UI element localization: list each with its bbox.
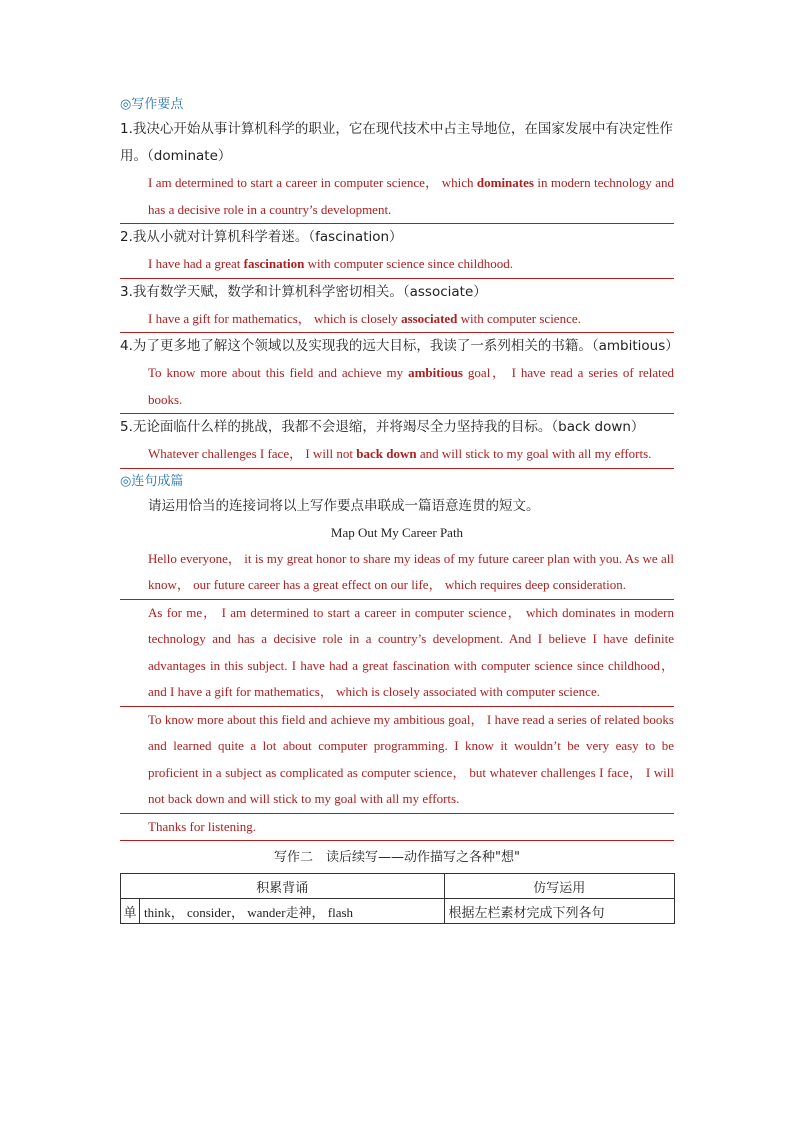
- essay-title: Map Out My Career Path: [330, 524, 464, 540]
- essay-paragraph-4: Thanks for listening.: [120, 814, 674, 842]
- table-row-label: 单: [121, 899, 140, 924]
- essay-paragraph-1: Hello everyone， it is my great honor to share my ideas of my future career plan with you. As we all know， our future career has a great effect on our life， which requires deep consideration.: [120, 546, 674, 600]
- table-cell-words: think， consider， wander走神， flash: [140, 899, 445, 924]
- point-2-chinese: 2.我从小就对计算机科学着迷。（fascination）: [120, 229, 403, 245]
- writing-two-heading: 写作二 读后续写——动作描写之各种"想": [274, 850, 520, 865]
- writing-point-2: [120, 224, 674, 279]
- point-2-answer: I have had a great fascination with computer science since childhood.: [120, 251, 674, 279]
- writing-points-heading: ◎写作要点: [120, 97, 184, 112]
- accumulation-table: [120, 873, 675, 924]
- writing-point-5: [120, 414, 674, 469]
- essay-paragraph-3: To know more about this field and achieve my ambitious goal， I have read a series of related books and learned quite a lot about computer programming. I know it wouldn’t be very easy to be proficient in a subject as complicated as computer science， but whatever challenges I face， I will not back down and will stick to my goal with all my efforts.: [120, 707, 674, 814]
- writing-point-4: [120, 333, 679, 414]
- essay-paragraph-2: As for me， I am determined to start a career in computer science， which dominates in modern technology and has a decisive role in a country’s development. And I believe I have definite advantages in this subject. I have had a great fascination with computer science since childhood， and I have a gift for mathematics， which is closely associated with computer science.: [120, 600, 674, 707]
- worksheet-page: [120, 92, 679, 924]
- compose-instruction: 请运用恰当的连接词将以上写作要点串联成一篇语意连贯的短文。: [148, 497, 540, 514]
- point-5-answer: Whatever challenges I face， I will not back down and will stick to my goal with all my efforts.: [120, 441, 674, 469]
- point-4-answer: To know more about this field and achieve my ambitious goal， I have read a series of related books.: [120, 360, 674, 414]
- point-4-chinese: 4.为了更多地了解这个领域以及实现我的远大目标，我读了一系列相关的书籍。（ambitious）: [120, 338, 679, 354]
- point-1-chinese: 1.我决心开始从事计算机科学的职业，它在现代技术中占主导地位，在国家发展中有决定性作用。（dominate）: [120, 121, 673, 164]
- point-5-chinese: 5.无论面临什么样的挑战，我都不会退缩，并将竭尽全力坚持我的目标。（back down）: [120, 419, 645, 435]
- point-3-chinese: 3.我有数学天赋，数学和计算机科学密切相关。（associate）: [120, 283, 487, 300]
- table-row: [121, 899, 675, 924]
- point-3-answer: I have a gift for mathematics， which is closely associated with computer science.: [120, 306, 674, 334]
- table-header-apply: 仿写运用: [444, 874, 674, 899]
- compose-heading: ◎连句成篇: [120, 473, 184, 489]
- table-cell-instruction: 根据左栏素材完成下列各句: [444, 899, 674, 924]
- table-header-accumulate: 积累背诵: [121, 874, 445, 899]
- writing-point-3: [120, 279, 674, 334]
- writing-point-1: [120, 116, 674, 224]
- table-header-row: [121, 874, 675, 899]
- point-1-answer: I am determined to start a career in computer science， which dominates in modern technology and has a decisive role in a country’s development.: [120, 170, 674, 224]
